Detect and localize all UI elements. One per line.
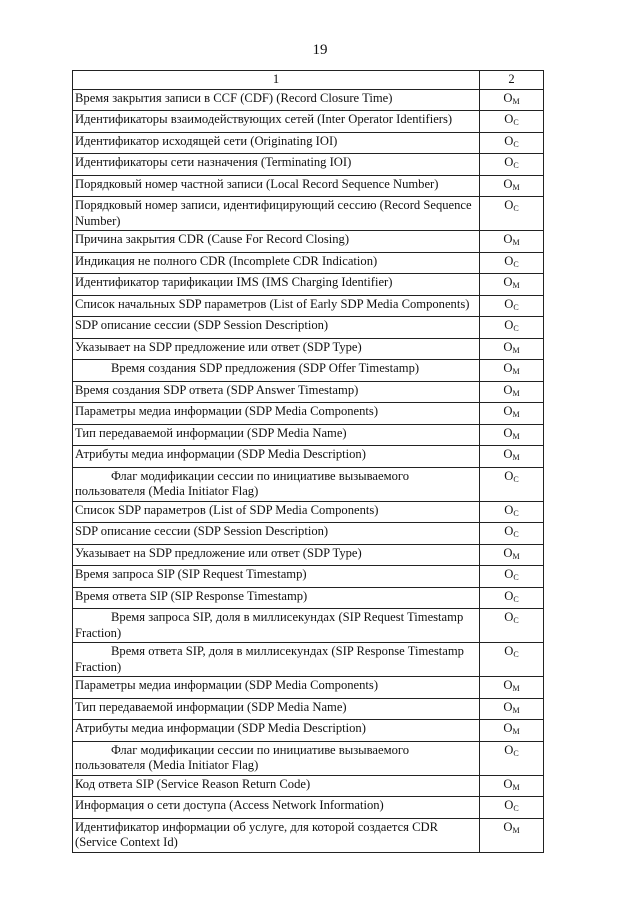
parameter-name: SDP описание сессии (SDP Session Description) xyxy=(73,317,480,339)
presence-code xyxy=(480,544,544,566)
parameter-name: Время закрытия записи в CCF (CDF) (Record Closure Time) xyxy=(73,89,480,111)
presence-category: M xyxy=(512,367,520,376)
presence-code xyxy=(480,446,544,468)
presence-category: C xyxy=(513,259,519,269)
presence-code xyxy=(480,197,544,231)
presence-letter: O xyxy=(504,155,514,169)
parameter-name: Флаг модификации сессии по инициативе вызываемого пользователя (Media Initiator Flag) xyxy=(73,467,480,501)
table-row xyxy=(73,197,544,231)
presence-code xyxy=(480,175,544,197)
table-row xyxy=(73,566,544,588)
parameter-name: Атрибуты медиа информации (SDP Media Description) xyxy=(73,720,480,742)
parameter-name: Время ответа SIP, доля в миллисекундах (SIP Response Timestamp Fraction) xyxy=(73,643,480,677)
presence-category: C xyxy=(513,302,519,312)
presence-letter: O xyxy=(504,742,514,757)
parameter-name: Список SDP параметров (List of SDP Media Components) xyxy=(73,501,480,523)
presence-letter: O xyxy=(503,721,513,735)
parameter-name: Информация о сети доступа (Access Network Information) xyxy=(73,797,480,819)
presence-code xyxy=(480,741,544,775)
presence-category: C xyxy=(513,118,519,127)
presence-category: C xyxy=(513,204,519,213)
presence-letter: O xyxy=(504,588,514,603)
parameter-name: Время создания SDP ответа (SDP Answer Timestamp) xyxy=(73,381,480,403)
table-row xyxy=(73,252,544,274)
presence-category: M xyxy=(512,431,520,441)
presence-code xyxy=(480,609,544,643)
presence-letter: O xyxy=(504,524,514,538)
presence-letter: O xyxy=(504,468,514,483)
presence-category: M xyxy=(512,388,520,398)
presence-letter: O xyxy=(504,567,514,581)
presence-code xyxy=(480,111,544,133)
parameter-name: Атрибуты медиа информации (SDP Media Description) xyxy=(73,446,480,468)
parameter-name: Порядковый номер частной записи (Local Record Sequence Number) xyxy=(73,175,480,197)
presence-code xyxy=(480,89,544,111)
table-row xyxy=(73,89,544,111)
parameter-name: SDP описание сессии (SDP Session Description) xyxy=(73,523,480,545)
presence-letter: O xyxy=(503,404,513,418)
table-row xyxy=(73,818,544,852)
presence-letter: O xyxy=(503,776,513,791)
presence-code xyxy=(480,797,544,819)
table-row xyxy=(73,132,544,154)
table-row xyxy=(73,501,544,523)
presence-letter: O xyxy=(504,296,514,311)
presence-letter: O xyxy=(503,678,513,692)
presence-code xyxy=(480,523,544,545)
presence-category: C xyxy=(513,530,519,539)
table-row xyxy=(73,446,544,468)
presence-category: M xyxy=(512,551,520,561)
presence-category: C xyxy=(513,594,519,604)
table-row xyxy=(73,424,544,446)
parameter-name: Идентификаторы взаимодействующих сетей (Inter Operator Identifiers) xyxy=(73,111,480,133)
presence-code xyxy=(480,295,544,317)
presence-code xyxy=(480,231,544,253)
presence-letter: O xyxy=(503,819,513,834)
presence-code xyxy=(480,467,544,501)
presence-category: C xyxy=(513,324,519,333)
presence-letter: O xyxy=(504,318,514,332)
table-header-row xyxy=(73,71,544,90)
parameter-name: Порядковый номер записи, идентифицирующий сессию (Record Sequence Number) xyxy=(73,197,480,231)
parameter-name: Список начальных SDP параметров (List of Early SDP Media Components) xyxy=(73,295,480,317)
presence-letter: O xyxy=(503,447,513,461)
presence-code xyxy=(480,643,544,677)
presence-category: C xyxy=(513,161,519,170)
presence-category: M xyxy=(512,96,520,106)
presence-category: C xyxy=(513,474,519,484)
table-row xyxy=(73,467,544,501)
presence-letter: O xyxy=(503,90,513,105)
table-row xyxy=(73,360,544,382)
table-row xyxy=(73,587,544,609)
header-col-2: 2 xyxy=(480,71,544,90)
presence-category: C xyxy=(513,804,519,813)
table-row xyxy=(73,544,544,566)
presence-category: M xyxy=(512,410,520,419)
table-row xyxy=(73,274,544,296)
presence-letter: O xyxy=(503,382,513,397)
presence-letter: O xyxy=(503,545,513,560)
presence-letter: O xyxy=(504,798,514,812)
presence-code xyxy=(480,424,544,446)
presence-letter: O xyxy=(503,176,513,191)
presence-code xyxy=(480,818,544,852)
presence-letter: O xyxy=(503,361,513,375)
parameter-name: Параметры медиа информации (SDP Media Components) xyxy=(73,403,480,425)
parameter-name: Код ответа SIP (Service Reason Return Code) xyxy=(73,775,480,797)
presence-letter: O xyxy=(503,425,513,440)
presence-category: M xyxy=(512,782,520,792)
presence-category: M xyxy=(512,705,520,715)
presence-letter: O xyxy=(503,339,513,354)
presence-category: M xyxy=(512,345,520,355)
presence-code xyxy=(480,338,544,360)
parameter-name: Причина закрытия CDR (Cause For Record Closing) xyxy=(73,231,480,253)
table-row xyxy=(73,741,544,775)
presence-code xyxy=(480,775,544,797)
page-number: 19 xyxy=(312,42,328,58)
presence-letter: O xyxy=(503,699,513,714)
parameter-name: Флаг модификации сессии по инициативе вызываемого пользователя (Media Initiator Flag) xyxy=(73,741,480,775)
presence-category: M xyxy=(512,182,520,192)
presence-code xyxy=(480,720,544,742)
table-row xyxy=(73,154,544,176)
header-col-1: 1 xyxy=(73,71,480,90)
presence-letter: O xyxy=(504,644,514,658)
presence-code xyxy=(480,132,544,154)
presence-code xyxy=(480,252,544,274)
parameter-name: Тип передаваемой информации (SDP Media Name) xyxy=(73,424,480,446)
presence-code xyxy=(480,501,544,523)
presence-code xyxy=(480,566,544,588)
table-row xyxy=(73,317,544,339)
table-row xyxy=(73,381,544,403)
presence-category: M xyxy=(512,281,520,290)
table-row xyxy=(73,775,544,797)
table-row xyxy=(73,111,544,133)
table-row xyxy=(73,677,544,699)
table-row xyxy=(73,523,544,545)
table-row xyxy=(73,720,544,742)
table-row xyxy=(73,231,544,253)
presence-category: C xyxy=(513,650,519,659)
parameter-name: Идентификатор информации об услуге, для которой создается CDR (Service Context Id) xyxy=(73,818,480,852)
table-row xyxy=(73,338,544,360)
presence-category: M xyxy=(512,727,520,736)
table-row xyxy=(73,797,544,819)
presence-code xyxy=(480,403,544,425)
presence-category: M xyxy=(512,684,520,693)
table-row xyxy=(73,295,544,317)
presence-category: M xyxy=(512,453,520,462)
presence-category: C xyxy=(513,748,519,758)
presence-letter: O xyxy=(504,112,514,126)
parameter-name: Идентификатор тарификации IMS (IMS Charging Identifier) xyxy=(73,274,480,296)
table-row xyxy=(73,403,544,425)
table-row xyxy=(73,175,544,197)
table-row xyxy=(73,643,544,677)
presence-category: C xyxy=(513,139,519,149)
parameter-name: Индикация не полного CDR (Incomplete CDR Indication) xyxy=(73,252,480,274)
parameter-name: Время запроса SIP (SIP Request Timestamp) xyxy=(73,566,480,588)
presence-code xyxy=(480,677,544,699)
presence-code xyxy=(480,317,544,339)
table-row xyxy=(73,609,544,643)
presence-letter: O xyxy=(504,253,514,268)
parameter-name: Параметры медиа информации (SDP Media Components) xyxy=(73,677,480,699)
presence-code xyxy=(480,360,544,382)
parameters-table xyxy=(72,70,544,853)
presence-code xyxy=(480,587,544,609)
presence-letter: O xyxy=(504,133,514,148)
presence-letter: O xyxy=(503,232,513,246)
presence-category: C xyxy=(513,573,519,582)
presence-code xyxy=(480,698,544,720)
presence-category: C xyxy=(513,508,519,518)
parameter-name: Время ответа SIP (SIP Response Timestamp) xyxy=(73,587,480,609)
parameter-name: Тип передаваемой информации (SDP Media Name) xyxy=(73,698,480,720)
parameter-name: Идентификатор исходящей сети (Originating IOI) xyxy=(73,132,480,154)
presence-code xyxy=(480,381,544,403)
parameter-name: Указывает на SDP предложение или ответ (SDP Type) xyxy=(73,338,480,360)
parameter-name: Время запроса SIP, доля в миллисекундах (SIP Request Timestamp Fraction) xyxy=(73,609,480,643)
presence-letter: O xyxy=(503,275,513,289)
parameter-name: Указывает на SDP предложение или ответ (SDP Type) xyxy=(73,544,480,566)
parameter-name: Идентификаторы сети назначения (Terminating IOI) xyxy=(73,154,480,176)
presence-category: M xyxy=(512,825,520,835)
presence-letter: O xyxy=(504,198,514,212)
parameter-name: Время создания SDP предложения (SDP Offer Timestamp) xyxy=(73,360,480,382)
presence-code xyxy=(480,154,544,176)
presence-category: C xyxy=(513,616,519,625)
presence-letter: O xyxy=(504,502,514,517)
presence-category: M xyxy=(512,238,520,247)
table-row xyxy=(73,698,544,720)
presence-code xyxy=(480,274,544,296)
presence-letter: O xyxy=(504,610,514,624)
